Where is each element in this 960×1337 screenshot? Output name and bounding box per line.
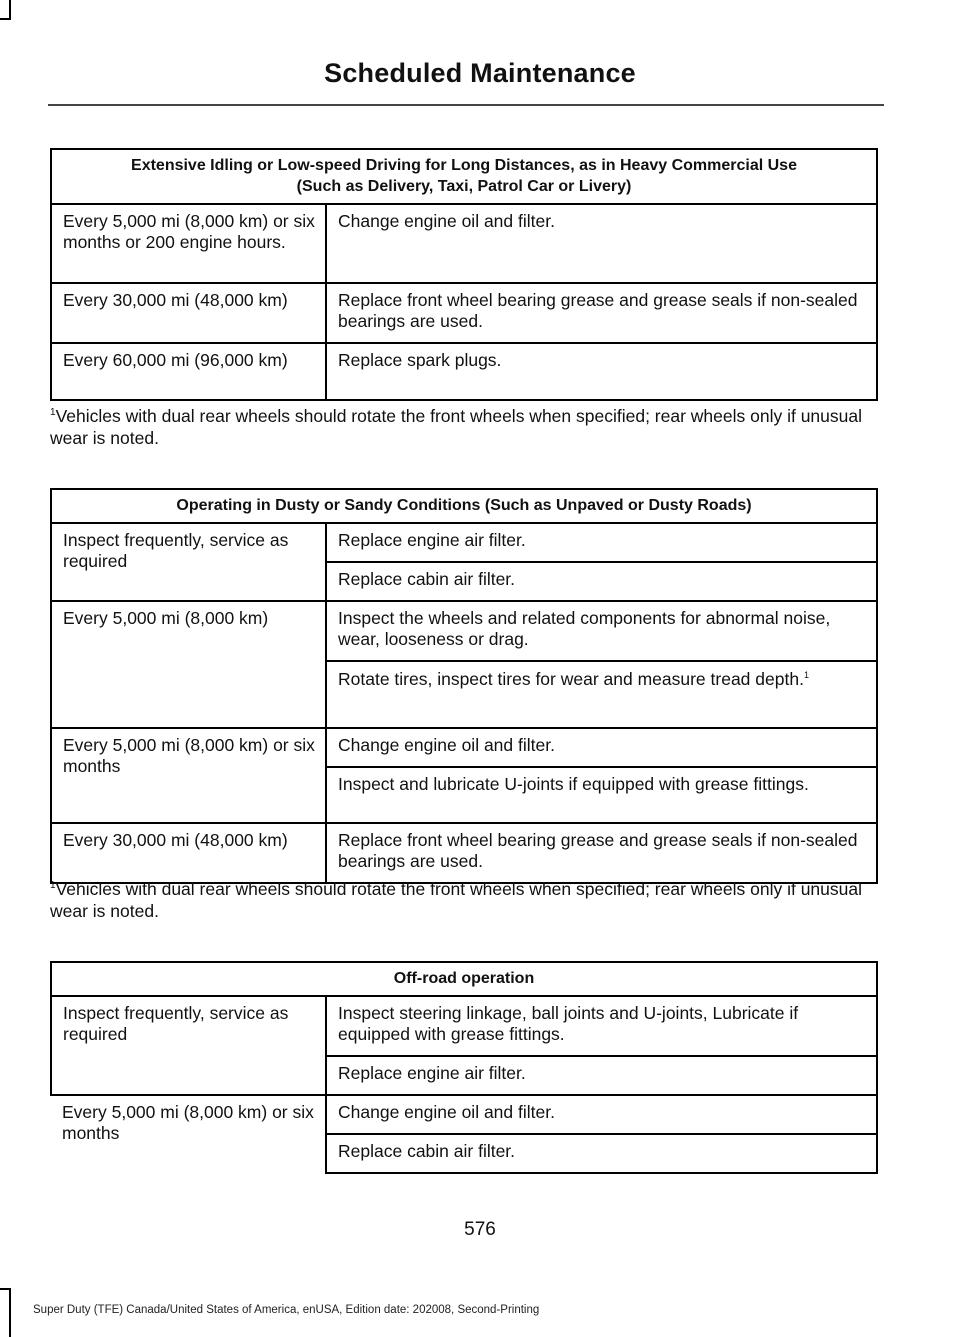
footnote-marker: 1 xyxy=(50,880,56,892)
footnote xyxy=(50,878,890,922)
action-cell: Change engine oil and filter. xyxy=(326,1095,877,1134)
table-heading-line: (Such as Delivery, Taxi, Patrol Car or Livery) xyxy=(296,178,632,195)
header-divider xyxy=(48,104,884,106)
page-number: 576 xyxy=(464,1219,496,1240)
maintenance-table-dusty xyxy=(50,488,878,884)
interval-cell: Inspect frequently, service as required xyxy=(51,523,326,601)
footnote-text: Vehicles with dual rear wheels should rotate the front wheels when specified; rear wheels only if unusual wear is noted. xyxy=(50,406,862,448)
footer-edition-text: Super Duty (TFE) Canada/United States of America, enUSA, Edition date: 202008, Second-Printing xyxy=(33,1304,540,1316)
table-row xyxy=(51,1095,877,1134)
action-cell: Change engine oil and filter. xyxy=(326,728,877,767)
action-cell: Inspect the wheels and related components for abnormal noise, wear, looseness or drag. xyxy=(326,601,877,661)
table-row xyxy=(51,283,877,343)
crop-mark xyxy=(9,1288,11,1337)
interval-cell: Every 5,000 mi (8,000 km) xyxy=(51,601,326,728)
action-cell: Replace front wheel bearing grease and grease seals if non-sealed bearings are used. xyxy=(326,823,877,883)
table-heading-row xyxy=(51,489,877,523)
action-cell: Replace front wheel bearing grease and grease seals if non-sealed bearings are used. xyxy=(326,283,877,343)
footnote-text: Vehicles with dual rear wheels should rotate the front wheels when specified; rear wheels only if unusual wear is noted. xyxy=(50,879,862,921)
crop-mark xyxy=(9,0,11,18)
interval-cell: Every 5,000 mi (8,000 km) or six months xyxy=(51,728,326,823)
interval-cell: Every 30,000 mi (48,000 km) xyxy=(51,283,326,343)
action-cell: Inspect and lubricate U-joints if equipped with grease fittings. xyxy=(326,767,877,823)
footnote-marker: 1 xyxy=(50,407,56,419)
action-cell: Change engine oil and filter. xyxy=(326,204,877,283)
table-heading-row xyxy=(51,149,877,204)
interval-cell: Every 5,000 mi (8,000 km) or six months xyxy=(51,1095,326,1173)
interval-cell: Inspect frequently, service as required xyxy=(51,996,326,1095)
maintenance-table-offroad xyxy=(50,961,878,1174)
table-heading: Operating in Dusty or Sandy Conditions (Such as Unpaved or Dusty Roads) xyxy=(51,489,877,523)
table-row xyxy=(51,601,877,661)
action-text: Rotate tires, inspect tires for wear and measure tread depth. xyxy=(338,669,804,689)
footnote-marker: 1 xyxy=(803,670,809,681)
crop-mark xyxy=(0,18,11,20)
action-cell xyxy=(326,661,877,728)
table-row xyxy=(51,996,877,1056)
action-cell: Replace engine air filter. xyxy=(326,523,877,562)
interval-cell: Every 30,000 mi (48,000 km) xyxy=(51,823,326,883)
crop-mark xyxy=(0,1288,11,1290)
table-row xyxy=(51,523,877,562)
action-cell: Inspect steering linkage, ball joints and U-joints, Lubricate if equipped with grease fittings. xyxy=(326,996,877,1056)
table-heading xyxy=(51,149,877,204)
table-row xyxy=(51,343,877,400)
interval-cell: Every 5,000 mi (8,000 km) or six months or 200 engine hours. xyxy=(51,204,326,283)
table-heading: Off-road operation xyxy=(51,962,877,996)
page-title: Scheduled Maintenance xyxy=(324,58,636,88)
table-row xyxy=(51,823,877,883)
maintenance-table-idling xyxy=(50,148,878,401)
table-row xyxy=(51,204,877,283)
action-cell: Replace engine air filter. xyxy=(326,1056,877,1095)
action-cell: Replace spark plugs. xyxy=(326,343,877,400)
table-heading-row xyxy=(51,962,877,996)
table-heading-line: Extensive Idling or Low-speed Driving for Long Distances, as in Heavy Commercial Use xyxy=(131,157,797,174)
interval-cell: Every 60,000 mi (96,000 km) xyxy=(51,343,326,400)
table-row xyxy=(51,728,877,767)
action-cell: Replace cabin air filter. xyxy=(326,1134,877,1173)
action-cell: Replace cabin air filter. xyxy=(326,562,877,601)
footnote xyxy=(50,405,890,449)
